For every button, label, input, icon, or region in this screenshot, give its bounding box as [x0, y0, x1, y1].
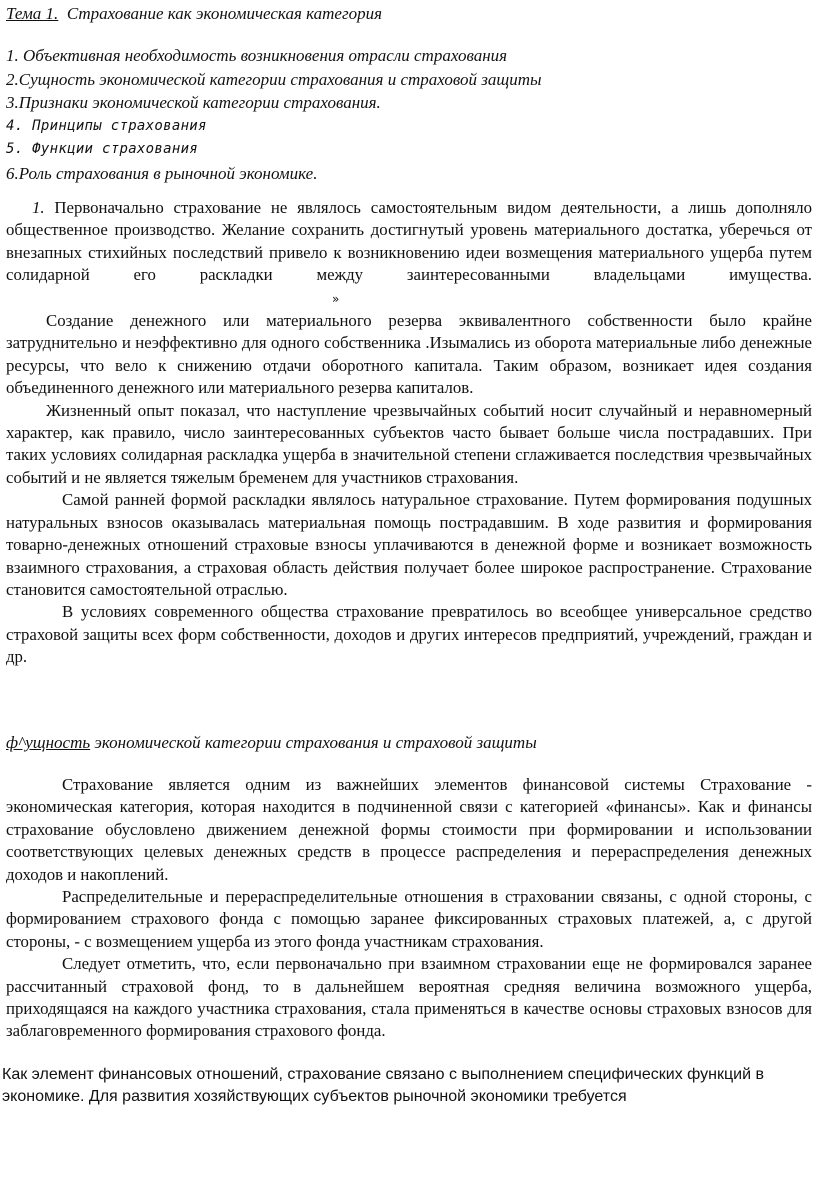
outline-item-3: 3.Признаки экономической категории страхования.: [6, 93, 381, 113]
paragraph: Самой ранней формой раскладки являлось натуральное страхование. Путем формирования подушных натуральных взносов оказывалась материальная помощь пострадавшим. В ходе развития и формирования товарно-денежных отношений страховые взносы уплачиваются в денежной форме и возникает возможность взаимного страхования, а страховая область действия получает более широкое распространение. Страхование становится самостоятельной отраслью.: [6, 490, 812, 599]
topic-title: Страхование как экономическая категория: [58, 4, 382, 23]
heading-text: экономической категории страхования и страховой защиты: [90, 733, 537, 752]
topic-label: Тема 1.: [6, 4, 59, 23]
arrow-mark-icon: »: [332, 291, 340, 306]
closing-paragraph: [2, 1064, 814, 1108]
section-1-body: [6, 197, 812, 669]
paragraph: Распределительные и перераспределительные отношения в страховании связаны, с одной стороны, с формированием страхового фонда с помощью заранее фиксированных страховых платежей, а, с другой стороны, - с возмещением ущерба из этого фонда участникам страхования.: [6, 887, 812, 951]
paragraph: В условиях современного общества страхование превратилось во всеобщее универсальное средство страховой защиты всех форм собственности, доходов и других интересов предприятий, учреждений, граждан и др.: [6, 602, 812, 667]
outline-item-2: 2.Сущность экономической категории страхования и страховой защиты: [6, 69, 542, 89]
paragraph: Как элемент финансовых отношений, страхование связано с выполнением специфических функций в экономике. Для развития хозяйствующих субъектов рыночной экономики требуется: [2, 1066, 764, 1105]
outline-item-4: 4. Принципы страхования: [6, 117, 207, 134]
heading-prefix: ф^ущность: [6, 733, 91, 752]
paragraph: Следует отметить, что, если первоначально при взаимном страховании еще не формировался заранее рассчитанный страховой фонд, то в дальнейшем вероятная средняя величина возможного ущерба, приходящаяся на каждого участника страхования, стала применяться в качестве основы страховых взносов для заблаговременного формирования страхового фонда.: [6, 954, 812, 1041]
section-2-heading: [6, 733, 537, 753]
topic-outline: [6, 44, 806, 186]
paragraph-text: Первоначально страхование не являлось самостоятельным видом деятельности, а лишь дополняло общественное производство. Желание сохранить достигнутый уровень материального достатка, уберечься от внезапных стихийных последствий привело к возникновению идеи возмещения материального ущерба путем солидарной его раскладки между заинтересованными владельцами имущества.: [6, 198, 812, 285]
topic-heading: [6, 4, 382, 24]
section-2-body: [6, 774, 812, 1043]
paragraph: Жизненный опыт показал, что наступление чрезвычайных событий носит случайный и неравномерный характер, как правило, число заинтересованных субъектов часто бывает больше числа пострадавших. При таких условиях солидарная раскладка ущерба в значительной степени сглаживается последствия чрезвычайных событий и не является тяжелым бременем для участников страхования.: [6, 400, 812, 487]
outline-item-6: 6.Роль страхования в рыночной экономике.: [6, 163, 318, 183]
outline-item-1: 1. Объективная необходимость возникновения отрасли страхования: [6, 46, 508, 65]
paragraph: Страхование является одним из важнейших элементов финансовой системы Страхование - экономическая категория, которая находится в подчиненной связи с категорией «финансы». Как и финансы страхование обусловлено движением денежной формы стоимости при формировании и использовании соответствующих целевых денежных средств в процессе распределения и перераспределения денежных доходов и накоплений.: [6, 775, 812, 884]
section-number: 1.: [32, 198, 45, 217]
outline-item-5: 5. Функции страхования: [6, 141, 199, 158]
paragraph: [6, 197, 812, 310]
paragraph: Создание денежного или материального резерва эквивалентного собственности было крайне затруднительно и неэффективно для одного собственника .Изымались из оборота материальные либо денежные ресурсы, что вело к снижению отдачи оборотного капитала. Таким образом, возникает идея создания объединенного денежного или материального резерва капиталов.: [6, 311, 812, 398]
